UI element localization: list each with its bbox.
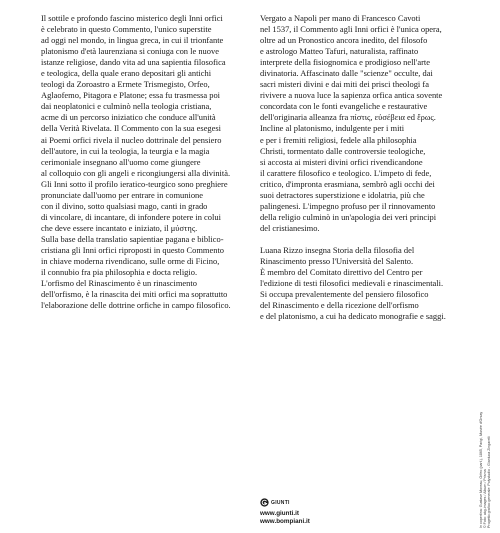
text-line: e astrologo Matteo Tafuri, naturalista, raffinato — [260, 46, 419, 57]
publisher-block — [260, 498, 310, 526]
text-line: cerimoniale insegnano all'uomo come giungere — [41, 156, 201, 167]
synopsis-column — [41, 13, 253, 311]
credit-line: © Foto: akg-images / Album / Prisma — [483, 469, 488, 528]
credit-line: In copertina: Gustave Moreau, Orfeo (part.), 1865, Parigi, Musée d'Orsay — [479, 411, 483, 528]
text-line: teologi da Zoroastro a Ermete Trismegisto, Orfeo, — [41, 79, 210, 90]
text-line: ad oggi nel mondo, in lingua greca, in cui il trionfante — [41, 35, 224, 46]
text-line: ai Poemi orfici rivela il nucleo dottrinale del pensiero — [41, 134, 222, 145]
text-line: interprete della fisiognomica e prodigioso nell'arte — [260, 57, 430, 68]
text-line: È membro del Comitato direttivo del Centro per — [260, 267, 423, 278]
text-line: Incline al platonismo, indulgente per i miti — [260, 123, 405, 134]
author-bio — [260, 245, 473, 322]
text-line: il connubio fra pia philosophia e docta religio. — [41, 267, 198, 278]
text-line: del Rinascimento e della ricezione dell'orfismo — [260, 300, 419, 311]
text-line: concordata con le fonti evangeliche e restaurative — [260, 101, 428, 112]
text-line: in chiave moderna rivendicano, sulle orme di Ficino, — [41, 256, 220, 267]
book-description — [260, 13, 473, 234]
text-line: con il divino, sotto qualsiasi mago, canti in grado — [41, 200, 208, 211]
text-line: istanze religiose, dando vita ad una sapientia filosofica — [41, 57, 226, 68]
text-line: nel 1537, il Commento agli Inni orfici è l'unica opera, — [260, 24, 442, 35]
text-line: dai neoplatonici e culminò nella teologia cristiana, — [41, 101, 212, 112]
text-line: suoi detractores superstizione e idolatria, più che — [260, 189, 425, 200]
text-line: Vergato a Napoli per mano di Francesco Cavoti — [260, 13, 421, 23]
text-line: Si occupa prevalentemente del pensiero filosofico — [260, 289, 429, 300]
publisher-logo-text: GIUNTI — [271, 499, 290, 506]
text-line: del cristianesimo. — [260, 222, 320, 233]
text-line: oltre ad un Pronostico ancora inedito, del filosofo — [260, 35, 428, 46]
text-line: dell'autore, in cui la teologia, la teurgia e la magia — [41, 145, 210, 156]
cover-credits — [470, 411, 492, 530]
text-line: di vincolare, di incantare, di infondere potere in colui — [41, 211, 221, 222]
text-line: dell'orfismo, è la rinascita dei miti orfici ma soprattutto — [41, 289, 228, 300]
text-line: acme di un percorso iniziatico che conduce all'unità — [41, 112, 216, 123]
text-line: si accosta ai misteri divini orfici rivendicandone — [260, 156, 423, 167]
text-line: platonismo d'età laurenziana si coniuga con le nuove — [41, 46, 219, 57]
text-line: Aglaofemo, Pitagora e Platone; essa fu trasmessa poi — [41, 90, 221, 101]
text-line: della Verità Rivelata. Il Commento con la sua esegesi — [41, 123, 222, 134]
giunti-logo-icon — [260, 498, 269, 507]
publisher-url-bompiani[interactable]: www.bompiani.it — [260, 518, 310, 525]
text-line: l'elaborazione delle dottrine orfiche in campo filosofico. — [41, 300, 231, 311]
text-line: cristiana gli Inni orfici riproposti in questo Commento — [41, 244, 225, 255]
text-line: Il sottile e profondo fascino misterico degli Inni orfici — [41, 13, 223, 23]
text-line: e del platonismo, a cui ha dedicato monografie e saggi. — [260, 311, 446, 322]
text-line: pronunciate dall'uomo per entrare in comunione — [41, 189, 204, 200]
text-line: palingenesi. L'impegno profuso per il rinnovamento — [260, 200, 436, 211]
author-column — [260, 13, 473, 322]
text-line: Luana Rizzo insegna Storia della filosofia del — [260, 244, 415, 255]
publisher-url-giunti[interactable]: www.giunti.it — [260, 510, 299, 517]
text-line: dell'originaria alleanza fra πίστις, εὐσέβεια ed ἔρως. — [260, 112, 436, 123]
text-line: L'orfismo del Rinascimento è un rinascimento — [41, 278, 197, 289]
text-line: e teologica, della quale erano depositari gli antichi — [41, 68, 212, 79]
text-line: Christi, tormentato dalle controversie teologiche, — [260, 145, 426, 156]
text-line: Sulla base della translatio sapientiae pagana e biblico- — [41, 233, 224, 244]
text-line: che deve essere incantato e iniziato, il μύστης. — [41, 222, 198, 233]
text-line: sacri misteri divini e dai miti dei prisci theologi fa — [260, 79, 429, 90]
publisher-logo — [260, 498, 310, 507]
text-line: e per i fremiti religiosi, fedele alla philosophia — [260, 134, 417, 145]
text-line: il carattere filosofico e teologico. L'impeto di fede, — [260, 167, 432, 178]
credit-line: Progetto grafico generale: Polystudio - Gianluca Zingarelli — [487, 436, 492, 528]
text-line: al colloquio con gli angeli e ricongiungersi alla divinità. — [41, 167, 231, 178]
text-line: divinatoria. Affascinato dalle "scienze" occulte, dai — [260, 68, 433, 79]
text-line: rivivere a nuova luce la sapienza orfica antica sovente — [260, 90, 443, 101]
text-line: critico, d'impronta erasmiana, sembrò agli occhi dei — [260, 178, 435, 189]
text-line: Rinascimento presso l'Università del Salento. — [260, 255, 414, 266]
text-line: della religio culminò in un'apologia dei veri principi — [260, 211, 437, 222]
text-line: l'edizione di testi filosofici medievali e rinascimentali. — [260, 278, 444, 289]
text-line: Gli Inni sotto il profilo ieratico-teurgico sono preghiere — [41, 178, 228, 189]
text-line: è celebrato in questo Commento, l'unico superstite — [41, 24, 212, 35]
